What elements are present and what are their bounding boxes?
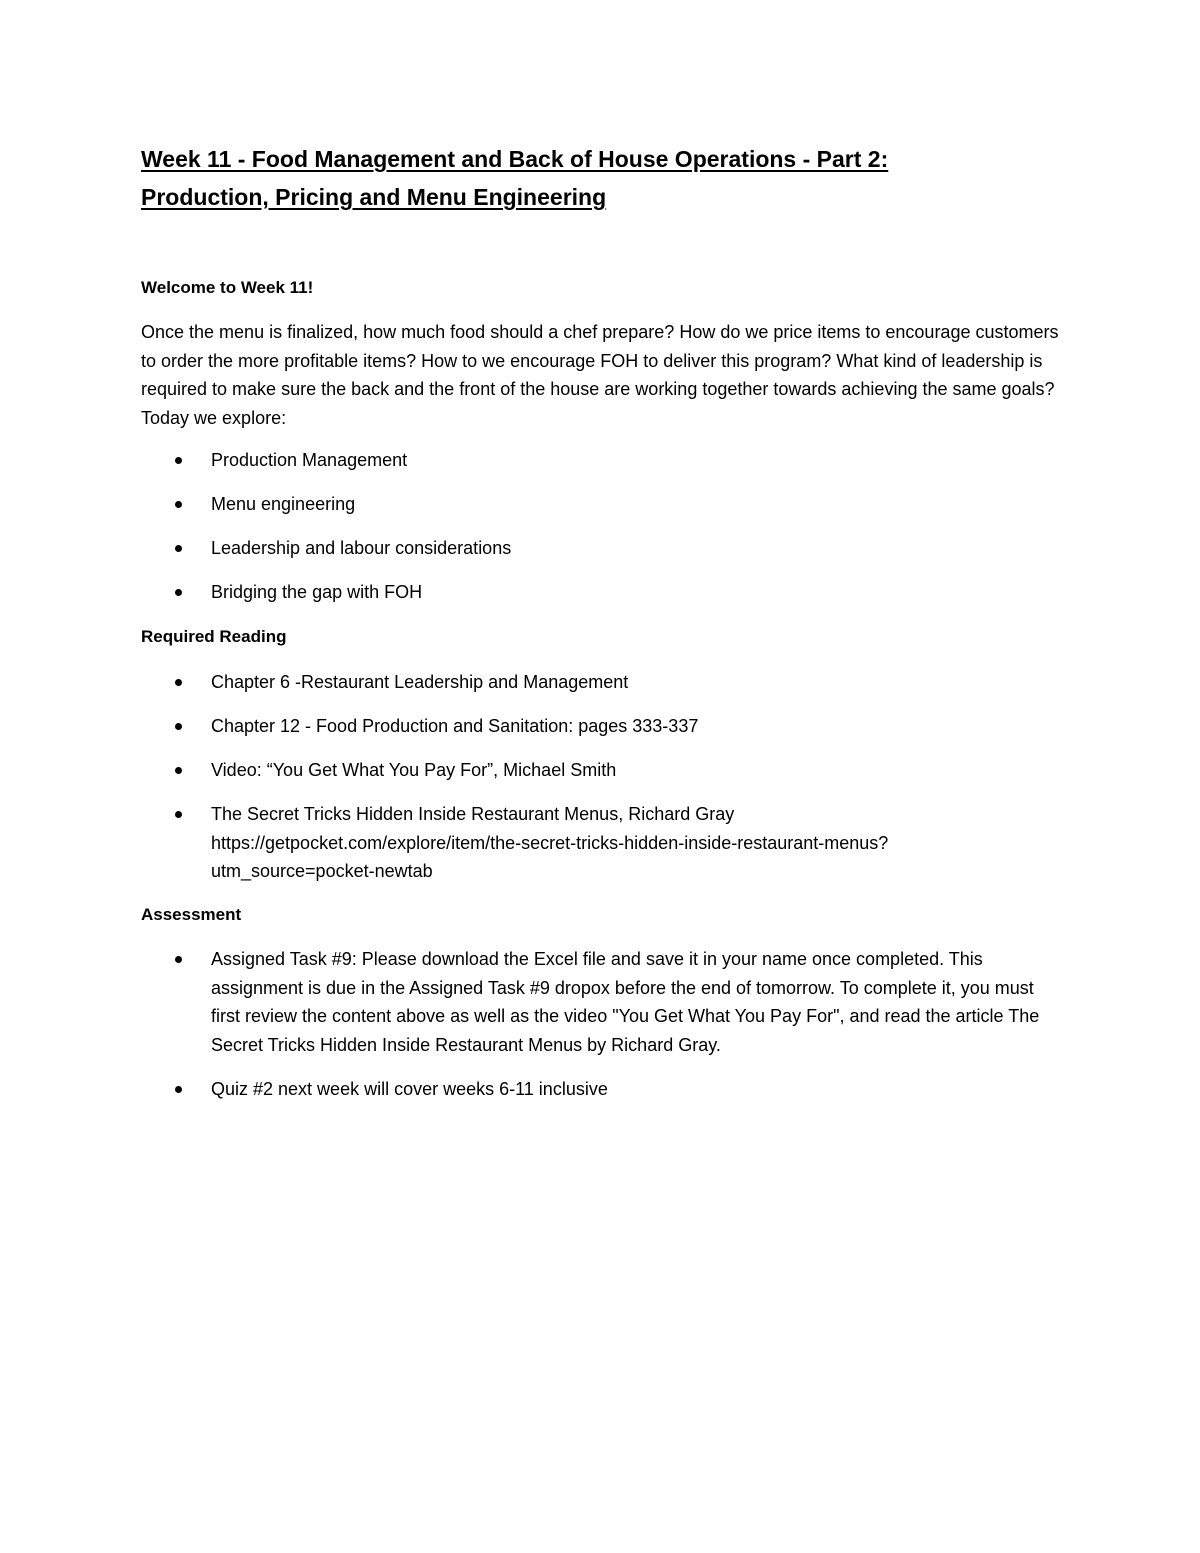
welcome-heading: Welcome to Week 11! bbox=[141, 278, 314, 297]
assessment-list bbox=[141, 945, 1061, 1103]
assessment-heading: Assessment bbox=[141, 905, 242, 924]
bullet-icon bbox=[175, 956, 182, 963]
list-item bbox=[141, 945, 1061, 1059]
explore-list bbox=[141, 446, 1061, 607]
bullet-icon bbox=[175, 589, 182, 596]
bullet-icon bbox=[175, 723, 182, 730]
bullet-icon bbox=[175, 501, 182, 508]
bullet-icon bbox=[175, 679, 182, 686]
welcome-paragraph: Once the menu is finalized, how much food should a chef prepare? How do we price items to encourage customers to order the more profitable items? How to we encourage FOH to deliver this program? What kind of leadership is required to make sure the back and the front of the house are working together towards achieving the same goals? Today we explore: bbox=[141, 322, 1059, 428]
bullet-icon bbox=[175, 767, 182, 774]
list-item: Menu engineering bbox=[141, 490, 1061, 519]
list-item: Chapter 6 -Restaurant Leadership and Management bbox=[141, 668, 1061, 697]
article-link-continued[interactable]: utm_source=pocket-newtab bbox=[211, 861, 433, 881]
article-title: The Secret Tricks Hidden Inside Restaurant Menus, Richard Gray bbox=[211, 804, 735, 824]
list-item: Production Management bbox=[141, 446, 1061, 475]
list-item bbox=[141, 1075, 1061, 1104]
bullet-icon bbox=[175, 1086, 182, 1093]
list-item: Leadership and labour considerations bbox=[141, 534, 1061, 563]
list-item: Chapter 12 - Food Production and Sanitation: pages 333-337 bbox=[141, 712, 1061, 741]
title-line-1: Week 11 - Food Management and Back of House Operations - Part 2: bbox=[141, 146, 889, 172]
required-reading-list bbox=[141, 668, 1061, 886]
bullet-icon bbox=[175, 811, 182, 818]
page-title bbox=[141, 140, 1041, 216]
assigned-task-text: Assigned Task #9: Please download the Excel file and save it in your name once completed. This assignment is due in the Assigned Task #9 dropox before the end of tomorrow. To complete it, you must first review the content above as well as the video "You Get What You Pay For", and read the article The Secret Tricks Hidden Inside Restaurant Menus by Richard Gray. bbox=[211, 949, 1040, 1055]
list-item: Video: “You Get What You Pay For”, Michael Smith bbox=[141, 756, 1061, 785]
bullet-icon bbox=[175, 457, 182, 464]
list-item: Bridging the gap with FOH bbox=[141, 578, 1061, 607]
article-link[interactable]: https://getpocket.com/explore/item/the-secret-tricks-hidden-inside-restaurant-menus? bbox=[211, 832, 889, 853]
bullet-icon bbox=[175, 545, 182, 552]
list-item bbox=[141, 800, 1061, 886]
quiz-text: Quiz #2 next week will cover weeks 6-11 inclusive bbox=[211, 1078, 608, 1099]
required-reading-heading: Required Reading bbox=[141, 627, 287, 646]
title-line-2: Production, Pricing and Menu Engineering bbox=[141, 184, 607, 210]
